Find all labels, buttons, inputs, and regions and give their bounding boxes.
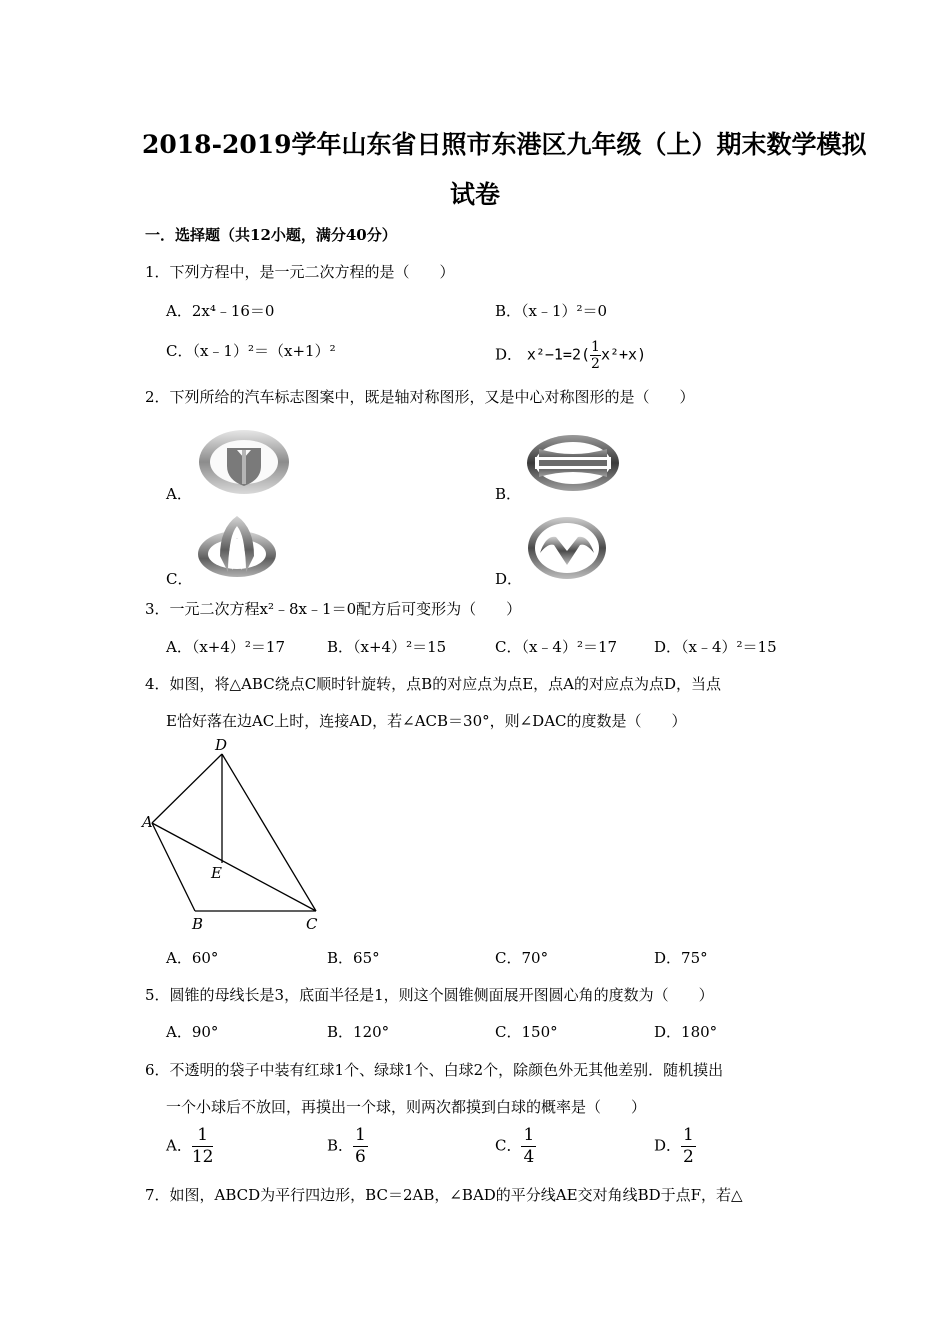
figure-label-b: B (192, 915, 204, 933)
q6-b-den: 6 (355, 1147, 366, 1167)
q2-option-d: D． (495, 570, 523, 588)
figure-label-d: D (215, 736, 228, 754)
q1-d-frac-den: 2 (591, 356, 600, 372)
q1-option-a: A．2x⁴﹣16＝0 (166, 302, 275, 320)
q4-option-a: A．60° (166, 949, 219, 967)
q6-d-num: 1 (683, 1125, 694, 1145)
q2-option-b: B． (495, 485, 522, 503)
q1-option-d-expr-right: x²+x) (600, 345, 647, 364)
q5-option-d: D．180° (654, 1023, 718, 1041)
figure-label-e: E (211, 864, 222, 882)
q3-option-a: A．（x+4）²＝17 (166, 638, 286, 656)
q3-option-b: B．（x+4）²＝15 (327, 638, 447, 656)
q3-option-d: D．（x﹣4）²＝15 (654, 638, 777, 656)
question-5-stem: 5．圆锥的母线长是3，底面半径是1，则这个圆锥侧面展开图圆心角的度数为（ ） (145, 986, 714, 1004)
q1-option-d-fraction (590, 340, 601, 371)
q4-option-d: D．75° (654, 949, 708, 967)
q6-b-num: 1 (355, 1125, 366, 1145)
question-2-stem: 2．下列所给的汽车标志图案中，既是轴对称图形，又是中心对称图形的是（ ） (145, 388, 695, 406)
q1-option-d-label: D． (495, 345, 523, 364)
q5-option-a: A．90° (166, 1023, 219, 1041)
q2-option-a: A． (166, 485, 192, 503)
q6-option-d-fraction (681, 1127, 696, 1166)
car-logo-a-image (197, 428, 291, 496)
q2-option-c: C． (166, 570, 193, 588)
q1-d-frac-num: 1 (591, 339, 600, 355)
car-logo-c-image (196, 514, 278, 580)
q1-option-b: B．（x﹣1）²＝0 (495, 302, 608, 320)
q6-option-b-fraction (353, 1127, 368, 1166)
question-3-stem: 3．一元二次方程x²﹣8x﹣1＝0配方后可变形为（ ） (145, 600, 522, 618)
q6-option-c (495, 1127, 536, 1166)
question-4-stem-line2: E恰好落在边AC上时，连接AD，若∠ACB＝30°，则∠DAC的度数是（ ） (166, 712, 687, 730)
q6-d-den: 2 (683, 1147, 694, 1167)
q6-c-num: 1 (523, 1125, 535, 1145)
q6-option-d-label: D． (654, 1136, 682, 1155)
page-title-line1: 2018-2019学年山东省日照市东港区九年级（上）期末数学模拟 (142, 130, 867, 159)
question-4-stem-line1: 4．如图，将△ABC绕点C顺时针旋转，点B的对应点为点E，点A的对应点为点D，当点 (145, 675, 722, 693)
section-heading: 一．选择题（共12小题，满分40分） (145, 226, 397, 244)
question-6-stem-line2: 一个小球后不放回，再摸出一个球，则两次都摸到白球的概率是（ ） (166, 1098, 647, 1116)
q5-option-c: C．150° (495, 1023, 558, 1041)
q6-a-den: 12 (191, 1147, 214, 1167)
q1-option-d-expr-left: x²−1=2( (526, 345, 591, 364)
q4-option-b: B．65° (327, 949, 380, 967)
figure-label-c: C (306, 915, 318, 933)
q6-option-a-fraction (192, 1127, 214, 1166)
figure-label-a: A (142, 813, 153, 831)
q6-option-d (654, 1127, 696, 1166)
q6-option-a (166, 1127, 213, 1166)
q1-option-c: C．（x﹣1）²＝（x+1）² (166, 342, 336, 360)
q6-a-num: 1 (192, 1127, 214, 1147)
page-title-line2: 试卷 (450, 180, 501, 209)
q6-option-a-label: A． (166, 1136, 192, 1155)
question-6-stem-line1: 6．不透明的袋子中装有红球1个、绿球1个、白球2个，除颜色外无其他差别．随机摸出 (145, 1061, 724, 1079)
car-logo-d-image (526, 515, 608, 581)
question-7-stem: 7．如图，ABCD为平行四边形，BC＝2AB，∠BAD的平分线AE交对角线BD于点F，若△ (145, 1186, 743, 1204)
q5-option-b: B．120° (327, 1023, 390, 1041)
q4-option-c: C．70° (495, 949, 549, 967)
q1-option-d (495, 340, 646, 371)
question-1-stem: 1．下列方程中，是一元二次方程的是（ ） (145, 263, 455, 281)
q6-c-den: 4 (523, 1147, 535, 1167)
q3-option-c: C．（x﹣4）²＝17 (495, 638, 618, 656)
car-logo-b-image (525, 433, 621, 493)
q6-option-b (327, 1127, 368, 1166)
q6-option-b-label: B． (327, 1136, 354, 1155)
q6-option-c-fraction (521, 1127, 536, 1166)
triangle-rotation-figure (140, 734, 330, 934)
q6-option-c-label: C． (495, 1136, 522, 1155)
